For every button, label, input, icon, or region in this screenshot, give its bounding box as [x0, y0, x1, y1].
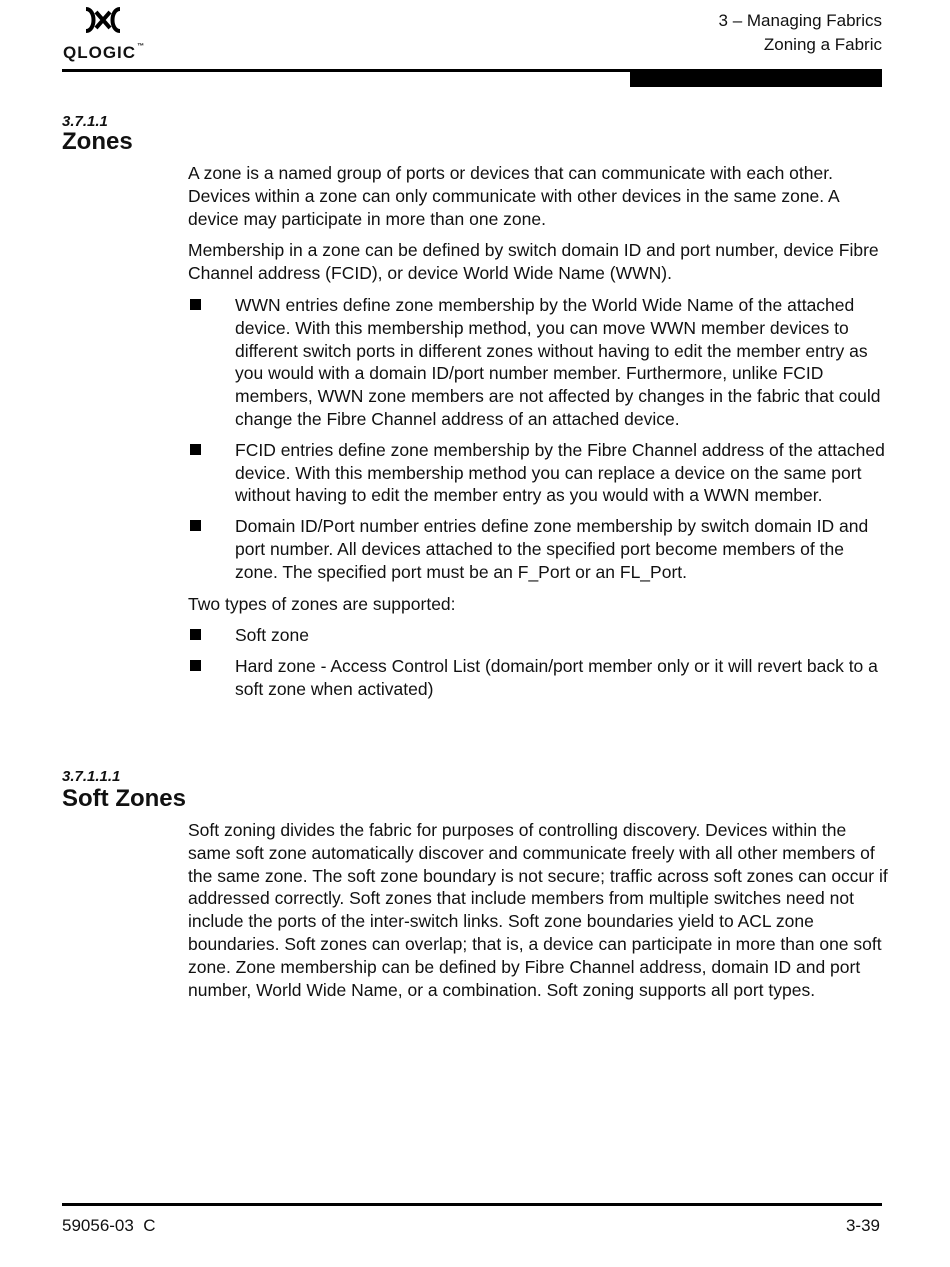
qlogic-emblem-icon — [82, 6, 124, 34]
bullet-square-icon — [190, 629, 201, 640]
list-item: Hard zone - Access Control List (domain/port member only or it will revert back to a soft zone when activated) — [188, 655, 888, 701]
bullet-square-icon — [190, 660, 201, 671]
zones-paragraph-1: A zone is a named group of ports or devices that can communicate with each other. Devices within a zone can only communicate with other devices in the same zone. A device may participate in more than one zone. — [188, 163, 839, 229]
list-item: Domain ID/Port number entries define zone membership by switch domain ID and port number. All devices attached to the specified port become members of the zone. The specified port must be an F_Port or an FL_Port. — [188, 515, 888, 583]
membership-list — [188, 294, 888, 584]
footer-doc-number: 59056-03 C — [62, 1216, 156, 1235]
section-title-soft-zones: Soft Zones — [62, 785, 186, 812]
bullet-square-icon — [190, 299, 201, 310]
header-rule-block — [630, 69, 882, 87]
zones-paragraph-3: Two types of zones are supported: — [188, 593, 456, 614]
header-chapter: 3 – Managing Fabrics — [718, 11, 882, 30]
header-section: Zoning a Fabric — [763, 35, 882, 54]
list-item: FCID entries define zone membership by the Fibre Channel address of the attached device. With this membership method you can replace a device on the same port without having to edit the member entry as you would with a WWN member. — [188, 439, 888, 507]
soft-zones-body — [188, 819, 888, 1010]
logo-wordmark: QLOGIC™ — [63, 43, 146, 62]
bullet-square-icon — [190, 444, 201, 455]
list-item: WWN entries define zone membership by the World Wide Name of the attached device. With this membership method, you can move WWN member devices to different switch ports in different zones without having to edit the member entry as you would with a domain ID/port number member. Furthermore, unlike FCID members, WWN zone members are not affected by changes in the fabric that could change the Fibre Channel address of an attached device. — [188, 294, 888, 431]
zones-paragraph-2: Membership in a zone can be defined by switch domain ID and port number, device Fibre Channel address (FCID), or device World Wide Name (WWN). — [188, 240, 879, 284]
section-number-soft-zones: 3.7.1.1.1 — [62, 768, 121, 785]
section-title-zones: Zones — [62, 128, 133, 155]
running-header — [719, 9, 882, 57]
qlogic-logo — [62, 6, 152, 62]
zone-types-list — [188, 624, 888, 700]
footer-page-number: 3-39 — [845, 1216, 880, 1235]
bullet-square-icon — [190, 520, 201, 531]
soft-zones-paragraph: Soft zoning divides the fabric for purposes of controlling discovery. Devices within the same soft zone automatically discover and communicate freely with all other members of the same zone. The soft zone boundary is not secure; traffic across soft zones can occur if addressed correctly. Soft zones that include members from multiple switches need not include the ports of the inter-switch links. Soft zone boundaries yield to ACL zone boundaries. Soft zones can overlap; that is, a device can participate in more than one soft zone. Zone membership can be defined by Fibre Channel address, domain ID and port number, World Wide Name, or a combination. Soft zoning supports all port types. — [188, 820, 888, 1000]
footer-rule — [62, 1203, 882, 1206]
list-item: Soft zone — [188, 624, 888, 647]
section-number-zones: 3.7.1.1 — [62, 113, 108, 130]
zones-body — [188, 162, 888, 710]
